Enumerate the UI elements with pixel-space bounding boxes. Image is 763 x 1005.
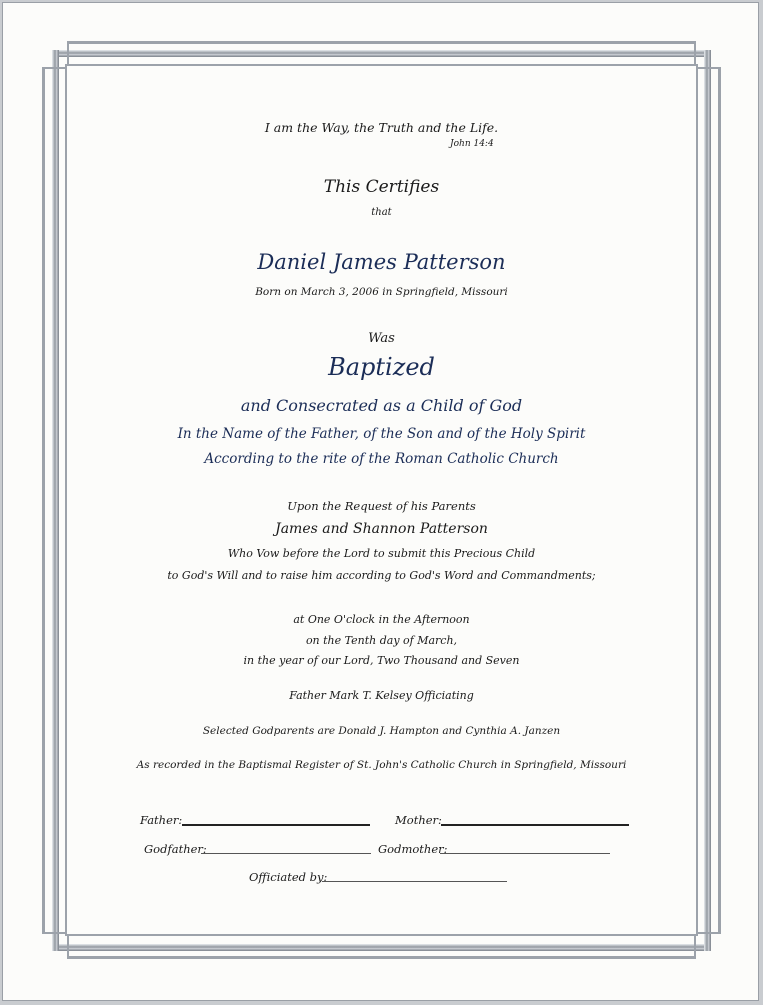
consecrated-line: and Consecrated as a Child of God: [240, 396, 523, 415]
vow-line-2: to God's Will and to raise him according to God's Word and Commandments;: [167, 569, 596, 582]
verse-reference: John 14:4: [450, 139, 494, 149]
year-line: in the year of our Lord, Two Thousand and Seven: [243, 654, 520, 667]
baptized-name: Daniel James Patterson: [257, 250, 506, 274]
vow-line-1: Who Vow before the Lord to submit this Precious Child: [227, 547, 536, 560]
rite-line: According to the rite of the Roman Catholic Church: [204, 451, 559, 467]
day-line: on the Tenth day of March,: [305, 634, 458, 647]
godmother-signature-line[interactable]: [440, 853, 610, 854]
baptized-heading: Baptized: [328, 353, 435, 381]
that-text: that: [371, 207, 392, 218]
was-text: Was: [368, 331, 395, 346]
verse: I am the Way, the Truth and the Life.: [264, 120, 499, 135]
officiant-signature-line[interactable]: [322, 881, 507, 882]
godfather-signature-line[interactable]: [201, 853, 371, 854]
godfather-label: Godfather:: [144, 842, 207, 856]
trinity-line: In the Name of the Father, of the Son and of the Holy Spirit: [177, 426, 586, 442]
request-line: Upon the Request of his Parents: [287, 499, 476, 513]
mother-signature-line[interactable]: [441, 824, 629, 826]
godparents-line: Selected Godparents are Donald J. Hampton and Cynthia A. Janzen: [202, 725, 561, 737]
godmother-label: Godmother:: [378, 842, 448, 856]
parents-names: James and Shannon Patterson: [275, 521, 488, 537]
father-signature-line[interactable]: [182, 824, 370, 826]
officiated-by-label: Officiated by:: [249, 870, 328, 884]
birth-info: Born on March 3, 2006 in Springfield, Missouri: [255, 286, 508, 298]
father-label: Father:: [140, 813, 183, 827]
mother-label: Mother:: [395, 813, 442, 827]
certifies-heading: This Certifies: [323, 177, 440, 197]
time-line: at One O'clock in the Afternoon: [293, 613, 470, 626]
register-line: As recorded in the Baptismal Register of St. John's Catholic Church in Springfield, Missouri: [136, 759, 627, 771]
officiant-line: Father Mark T. Kelsey Officiating: [289, 689, 474, 702]
